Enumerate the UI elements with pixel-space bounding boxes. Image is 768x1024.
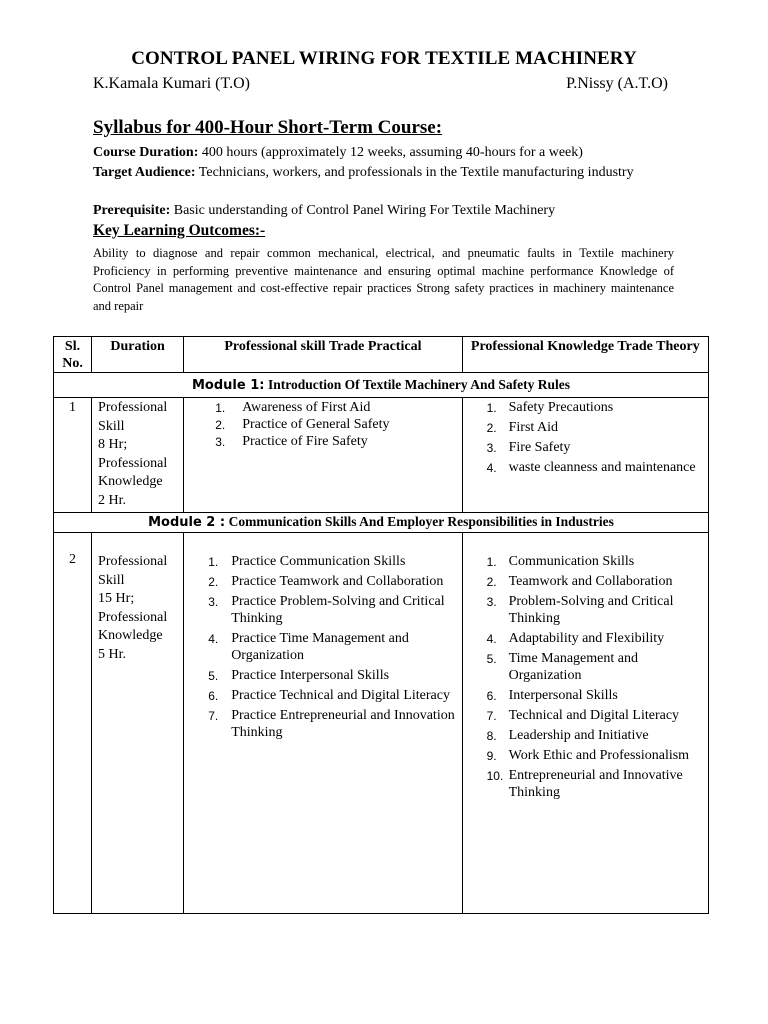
list-item: 8. Leadership and Initiative [486,728,649,743]
target-audience-value: Technicians, workers, and professionals in the Textile manufacturing industry [198,165,634,180]
theory-cell [462,398,708,513]
list-item: 7. Practice Entrepreneurial and Innovation Thinking [208,708,455,740]
list-item: 4. Practice Time Management and Organization [208,631,409,663]
course-duration-label: Course Duration: [93,145,199,160]
list-item: 2. Practice Teamwork and Collaboration [208,574,444,589]
list-item: 3. Fire Safety [486,440,571,455]
duration-line: 5 Hr. [98,646,127,662]
prerequisite [93,202,675,219]
list-item: 2. Teamwork and Collaboration [486,574,673,589]
author-left: K.Kamala Kumari (T.O) [93,75,250,92]
duration-line: 2 Hr. [98,492,127,508]
list-item: 1. Safety Precautions [486,400,614,415]
module-2-row [54,513,709,533]
duration-line: Skill [98,572,125,588]
list-item: 5. Time Management and Organization [486,651,638,683]
target-audience [93,164,675,181]
header-sl: Sl. No. [54,337,92,373]
header-duration: Duration [92,337,184,373]
list-item: 6. Interpersonal Skills [486,688,618,703]
theory-cell [462,533,708,914]
duration-line: Knowledge [98,474,163,489]
list-item: 7. Technical and Digital Literacy [486,708,680,723]
course-duration [93,144,675,161]
list-item: 5. Practice Interpersonal Skills [208,668,390,683]
duration-line: 8 Hr; [98,437,128,452]
table-row [54,533,709,914]
module-1-label: Module 1: [191,377,265,393]
duration-line: Professional [98,455,168,471]
list-item: 6. Practice Technical and Digital Literacy [208,688,450,703]
table-header-row [54,337,709,373]
duration-line: 15 Hr; [98,591,135,606]
prerequisite-value: Basic understanding of Control Panel Wiring For Textile Machinery [173,203,556,218]
module-2-label: Module 2 : [148,515,226,530]
practical-cell [184,398,462,513]
duration-line: Professional [98,609,168,625]
practical-cell [184,533,462,914]
outcomes-heading: Key Learning Outcomes:- [93,222,266,239]
prerequisite-label: Prerequisite: [93,203,171,218]
list-item: 4. waste cleanness and maintenance [486,460,696,475]
list-item: 2. First Aid [486,420,559,435]
list-item: 3. Practice of Fire Safety [215,434,368,449]
list-item: 1. Awareness of First Aid [215,400,371,415]
list-item: 2. Practice of General Safety [215,417,390,432]
theory-list [487,399,708,476]
author-right: P.Nissy (A.T.O) [566,75,668,92]
list-item: 10. Entrepreneurial and Innovative Thinking [486,768,683,800]
practical-list [208,553,461,741]
table-row [54,398,709,513]
module-1-title: Introduction Of Textile Machinery And Safety Rules [267,376,570,392]
duration-cell [92,398,184,513]
course-duration-value: 400 hours (approximately 12 weeks, assuming 40-hours for a week) [201,145,583,160]
document-title: CONTROL PANEL WIRING FOR TEXTILE MACHINERY [131,48,637,69]
theory-list [487,553,708,801]
syllabus-heading: Syllabus for 400-Hour Short-Term Course: [93,117,443,138]
target-audience-label: Target Audience: [93,165,196,180]
module-2-title: Communication Skills And Employer Responsibilities in Industries [228,514,614,529]
header-theory: Professional Knowledge Trade Theory [462,337,708,373]
list-item: 3. Problem-Solving and Critical Thinking [486,594,674,626]
duration-cell [92,533,184,914]
sl-cell: 2 [54,533,92,914]
list-item: 9. Work Ethic and Professionalism [486,748,690,763]
syllabus-table [53,336,709,914]
list-item: 4. Adaptability and Flexibility [486,631,665,646]
duration-line: Skill [98,418,125,434]
list-item: 1. Practice Communication Skills [208,554,406,569]
duration-line: Professional [98,400,168,415]
practical-list [215,399,461,450]
duration-line: Professional [98,554,168,569]
list-item: 1. Communication Skills [486,554,635,569]
outcomes-text: Ability to diagnose and repair common mechanical, electrical, and pneumatic faults in Textile machinery Proficiency in performing preventive maintenance and ensuring optimal machine performance Knowledge of Control Panel management and cost-effective repair practices Strong safety practices in machinery maintenance and repair [93,246,674,313]
duration-line: Knowledge [98,628,163,643]
sl-cell: 1 [54,398,92,513]
list-item: 3. Practice Problem-Solving and Critical Thinking [208,594,445,626]
module-1-row [54,373,709,398]
header-practical: Professional skill Trade Practical [184,337,462,373]
